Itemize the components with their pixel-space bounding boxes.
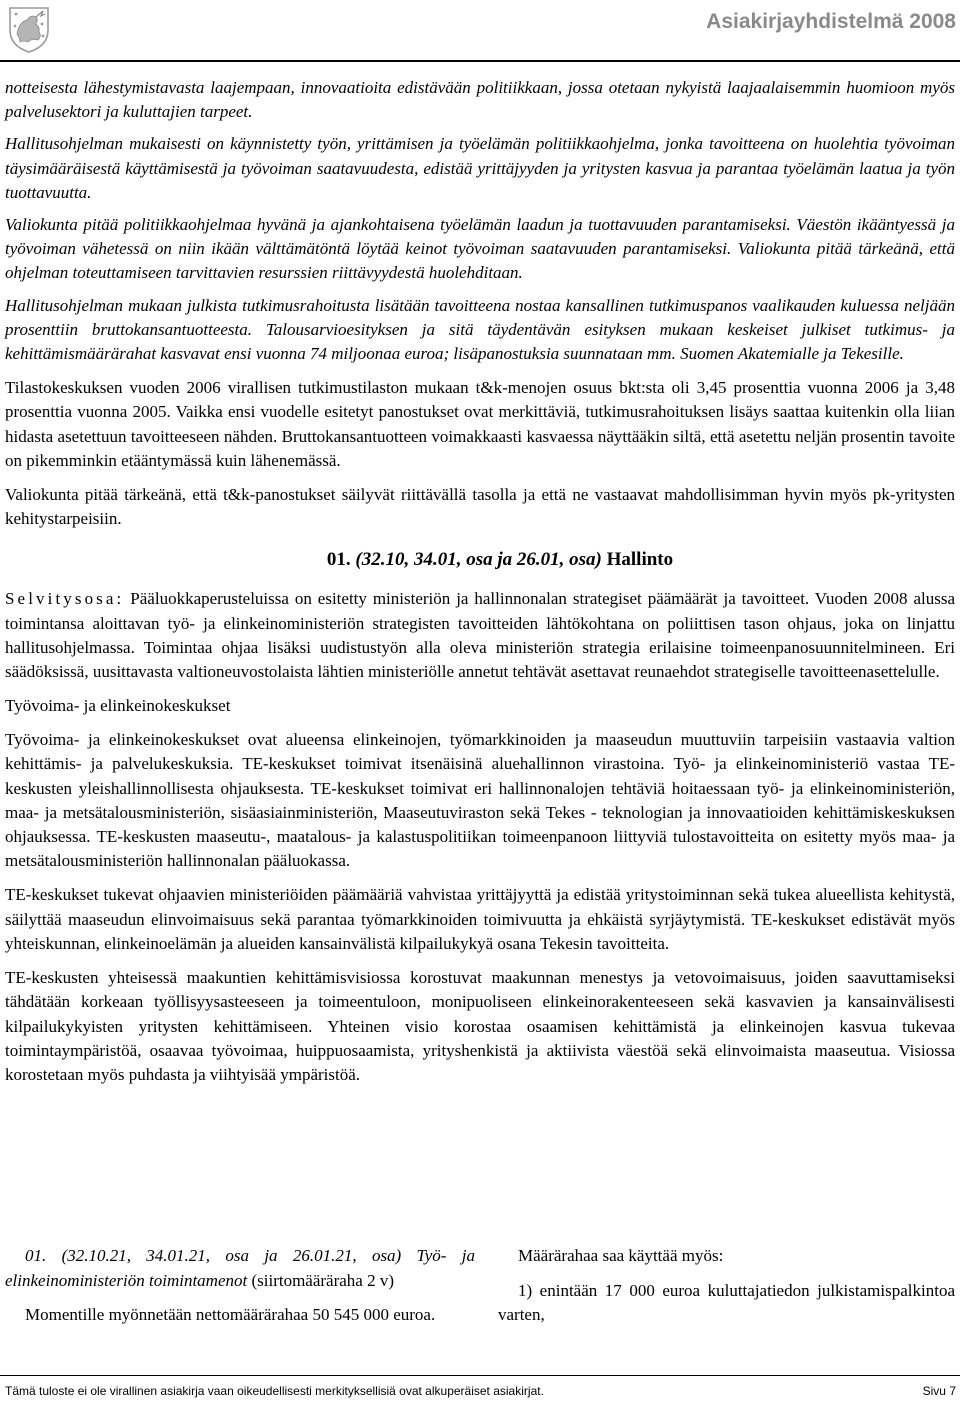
paragraph: Hallitusohjelman mukaan julkista tutkimusrahoitusta lisätään tavoitteena nostaa kansallinen tutkimuspanos vaalikauden kuluessa neljään prosenttiin bruttokansantuotteesta. Talousarvioesityksen ja sitä täydentävän esityksen mukaan keskeiset julkiset tutkimus- ja kehittämismäärärahat kasvavat ensi vuonna 74 miljoonaa euroa; lisäpanostuksia suunnataan mm. Suomen Akatemialle ja Tekesille. <box>5 295 955 364</box>
section-name: Hallinto <box>606 549 674 571</box>
item-heading-title: 01. (32.10.21, 34.01.21, osa ja 26.01.21, osa) Työ- ja elinkeinoministeriön toimintamenot <box>5 1246 475 1290</box>
section-number: 01. <box>326 549 351 571</box>
subheading: Työvoima- ja elinkeinokeskukset <box>5 696 231 716</box>
selvitysosa-label: Selvitysosa: <box>5 589 125 609</box>
two-column-section <box>5 1244 955 1354</box>
paragraph: TE-keskukset tukevat ohjaavien ministeriöiden päämääriä vahvistaa yrittäjyyttä ja edistää yritystoiminnan sekä tukea alueellista kehitystä, säilyttää maaseudun elinvoimaisuus sekä parantaa työmarkkinoiden toimivuutta ja ehkäistä syrjäytymistä. TE-keskukset edistävät myös yhteiskunnan, elinkeinoelämän ja alueiden kansainvälistä kilpailukykyä osana Tekesin tavoitteita. <box>5 885 955 953</box>
selvitysosa-paragraph <box>5 587 955 684</box>
usage-intro: Määrärahaa saa käyttää myös: <box>518 1246 724 1265</box>
footer-divider <box>0 1375 960 1376</box>
selvitysosa-text: Pääluokkaperusteluissa on esitetty ministeriön ja hallinnonalan strategiset päämäärät ja tavoitteet. Vuoden 2008 alussa toimintansa aloittavan työ- ja elinkeinoministeriön strategisten tavoitteiden lähtökohtana on poliittisen tason ohjaus, joka on linjattu hallitusohjelmassa. Toimintaa ohjaa lisäksi uudistustyön alla oleva ministeriön strategia erilaisine toimeenpanosuunnitelmineen. Eri säädöksissä, uusittavasta valtioneuvostolaista lähtien ministeriölle annetut tehtävät asettavat reunaehdot strategiselle tavoitteenasettelulle. <box>5 589 955 682</box>
finnish-lion-crest-icon <box>6 4 52 54</box>
section-reference: (32.10, 34.01, osa ja 26.01, osa) <box>355 549 602 571</box>
paragraph: notteisesta lähestymistavasta laajempaan, innovaatioita edistävään politiikkaan, jossa otetaan nykyistä laajaalaisemmin huomioon myös palvelusektori ja kuluttajien tarpeet. <box>5 78 955 122</box>
header-divider <box>0 60 960 62</box>
document-title: Asiakirjayhdistelmä 2008 <box>706 10 956 33</box>
paragraph: Hallitusohjelman mukaisesti on käynnistetty työn, yrittämisen ja työelämän politiikkaohjelma, jonka tavoitteena on huolehtia työvoiman täysimääräisestä käyttämisestä ja työvoiman saatavuudesta, edistää yrittäjyyden ja yritysten kasvua ja parantaa työelämän laatua ja työn tuottavuutta. <box>5 134 955 202</box>
paragraph: Valiokunta pitää politiikkaohjelmaa hyvänä ja ajankohtaisena työelämän laadun ja tuottavuuden parantamiseksi. Väestön ikääntyessä ja työvoiman vähetessä on niin ikään välttämätöntä löytää keinot työvoiman saatavuuden parantamiseksi. Valiokunta pitää tärkeänä, että ohjelman toteuttamiseen tarvittavien resurssien riittävyydestä huolehditaan. <box>5 215 955 283</box>
paragraph: Työvoima- ja elinkeinokeskukset ovat alueensa elinkeinojen, työmarkkinoiden ja maaseudun muuttuviin tarpeisiin vastaavia valtion kehittämis- ja palvelukeskuksia. TE-keskukset toimivat itsenäisinä aluehallinnon virastoina. Työ- ja elinkeinoministeriö vastaa TE-keskusten yleishallinnollisesta ohjauksesta. TE-keskukset toimivat eri hallinnonalojen tehtäviä hoitaessaan työ- ja elinkeinoministeriön, maa- ja metsätalousministeriön, sisäasiainministeriön, Maaseutuviraston sekä Tekes - teknologian ja innovaatioiden kehittämiskeskuksen ohjauksessa. TE-keskusten maaseutu-, maatalous- ja kalastuspolitiikan toimeenpanoon liittyviä tulostavoitteita on esitetty myös maa- ja metsätalousministeriön hallinnonalan pääluokassa. <box>5 730 955 871</box>
item-heading-tail: (siirtomääräraha 2 v) <box>247 1270 395 1290</box>
paragraph: Tilastokeskuksen vuoden 2006 virallisen tutkimustilaston mukaan t&k-menojen osuus bkt:sta oli 3,45 prosenttia vuonna 2006 ja 3,48 prosenttia vuonna 2005. Vaikka ensi vuodelle esitetyt panostukset ovat merkittäviä, tutkimusrahoituksen lisäys saattaa kuitenkin olla liian hidasta asetettuun tavoitteeseen nähden. Bruttokansantuotteen voimakkaasti kasvaessa näyttääkin siltä, että asetettu neljän prosentin tavoite on pikemminkin etääntymässä kuin lähenemässä. <box>5 378 955 470</box>
paragraph: TE-keskusten yhteisessä maakuntien kehittämisvisiossa korostuvat maakunnan menestys ja vetovoimaisuus, joiden saavuttamiseksi tähdätään korkeaan työllisyysasteeseen ja toimeentuloon, monipuoliseen elinkeinorakenteeseen sekä kasvavien ja kansainvälisesti kilpailukykyisten yritysten kehittämiseen. Yhteinen visio korostaa osaamisen kehittämistä ja elinkeinojen kasvua tukevaa toimintaympäristöä, osaavaa työvoimaa, huippuosaamista, yrityshenkistä ja aktiivista väestöä sekä elinvoimaista maaseutua. Visiossa korostetaan myös puhdasta ja viihtyisää ympäristöä. <box>5 968 955 1084</box>
left-column <box>5 1244 475 1338</box>
item-heading <box>5 1244 475 1293</box>
footer-disclaimer: Tämä tuloste ei ole virallinen asiakirja vaan oikeudellisesti merkityksellisiä ovat alkuperäiset asiakirjat. <box>5 1384 544 1398</box>
document-body <box>5 76 955 1097</box>
appropriation-text: Momentille myönnetään nettomäärärahaa 50 545 000 euroa. <box>25 1305 436 1324</box>
page-number: Sivu 7 <box>922 1384 956 1398</box>
right-column <box>498 1244 955 1338</box>
usage-item: 1) enintään 17 000 euroa kuluttajatiedon julkistamispalkintoa varten, <box>498 1280 955 1324</box>
section-heading <box>5 549 955 571</box>
paragraph: Valiokunta pitää tärkeänä, että t&k-panostukset säilyvät riittävällä tasolla ja että ne vastaavat mahdollisimman hyvin myös pk-yritysten kehitystarpeisiin. <box>5 485 955 529</box>
